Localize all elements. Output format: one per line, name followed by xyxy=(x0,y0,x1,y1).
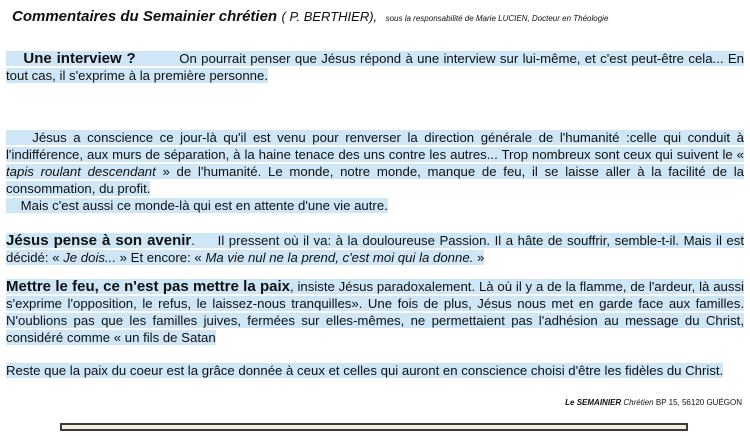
paragraph-attente-text: Mais c'est aussi ce monde-là qui est en attente d'une vie autre. xyxy=(20,198,388,213)
lead-avenir: Jésus pense à son avenir xyxy=(6,232,192,249)
lead-feu: Mettre le feu, ce n'est pas mettre la paix xyxy=(6,278,290,295)
footer-address: BP 15, 56120 GUÉGON xyxy=(655,398,742,407)
quote-je-dois: Je dois... xyxy=(63,250,116,265)
paragraph-avenir: Jésus pense à son avenir. Il pressent où il va: à la douloureuse Passion. Il a hâte de souffrir, semble-t-il. Mais il est décidé: « Je dois... » Et encore: « Ma vie nul ne la prend, c'est moi qui la donne. » xyxy=(6,232,745,265)
lead-interview: Une interview ? xyxy=(23,50,136,67)
document-header xyxy=(12,8,742,26)
quote-tapis: tapis roulant descendant xyxy=(6,164,156,179)
paragraph-conscience-text-a: Jésus a conscience ce jour-là qu'il est venu pour renverser la direction générale de l'humanité :celle qui conduit à l'indifférence, aux murs de séparation, à la haine tenace des uns contre les autres... Trop nombreux sont ceux qui suivent le « xyxy=(6,130,744,162)
header-title: Commentaires du Semainier chrétien xyxy=(12,8,278,25)
publication-footer xyxy=(565,398,742,407)
paragraph-interview xyxy=(6,50,744,84)
paragraph-avenir-text-c: » xyxy=(477,250,485,265)
quote-ma-vie: Ma vie nul ne la prend, c'est moi qui la donne. xyxy=(205,250,474,265)
header-author: ( P. BERTHIER), xyxy=(281,9,378,24)
paragraph-conscience-text-b: » de l'humanité. Le monde, notre monde, manque de feu, il se laisse aller à la facilité de la consommation, du profit. xyxy=(6,164,745,196)
paragraph-paix xyxy=(6,362,744,379)
footer-publication: Le SEMAINIER xyxy=(565,398,622,407)
paragraph-paix-text: Reste que la paix du coeur est la grâce donnée à ceux et celles qui auront en conscience choisi d'être les fidèles du Christ. xyxy=(6,363,724,378)
paragraph-attente xyxy=(6,197,744,214)
decorative-bar xyxy=(60,423,688,431)
paragraph-conscience xyxy=(6,129,744,197)
paragraph-feu-text: , insiste Jésus paradoxalement. Là où il y a de la flamme, de l'ardeur, là aussi s'exprime l'opposition, le refus, le laissez-nous tranquilles». Une fois de plus, Jésus nous met en garde face aux familles. N'oublions pas que les familles juives, fermées sur elles-mêmes, ne permettaient pas l'adhésion au message du Christ, considéré comme « un fils de Satan xyxy=(6,279,744,345)
header-responsibility: sous la responsabilité de Marie LUCIEN, Docteur en Théologie xyxy=(385,14,609,23)
paragraph-interview-text: On pourrait penser que Jésus répond à une interview sur lui-même, et c'est peut-être cela... En tout cas, il s'exprime à la première personne. xyxy=(6,51,745,83)
footer-subtitle: Chrétien xyxy=(623,398,654,407)
paragraph-feu xyxy=(6,278,744,346)
paragraph-avenir-text-b: » Et encore: « xyxy=(119,250,202,265)
paragraph-avenir-text-a: Il pressent où il va: à la douloureuse Passion. Il a hâte de souffrir, semble-t-il. Mais il est décidé: « xyxy=(6,233,745,265)
